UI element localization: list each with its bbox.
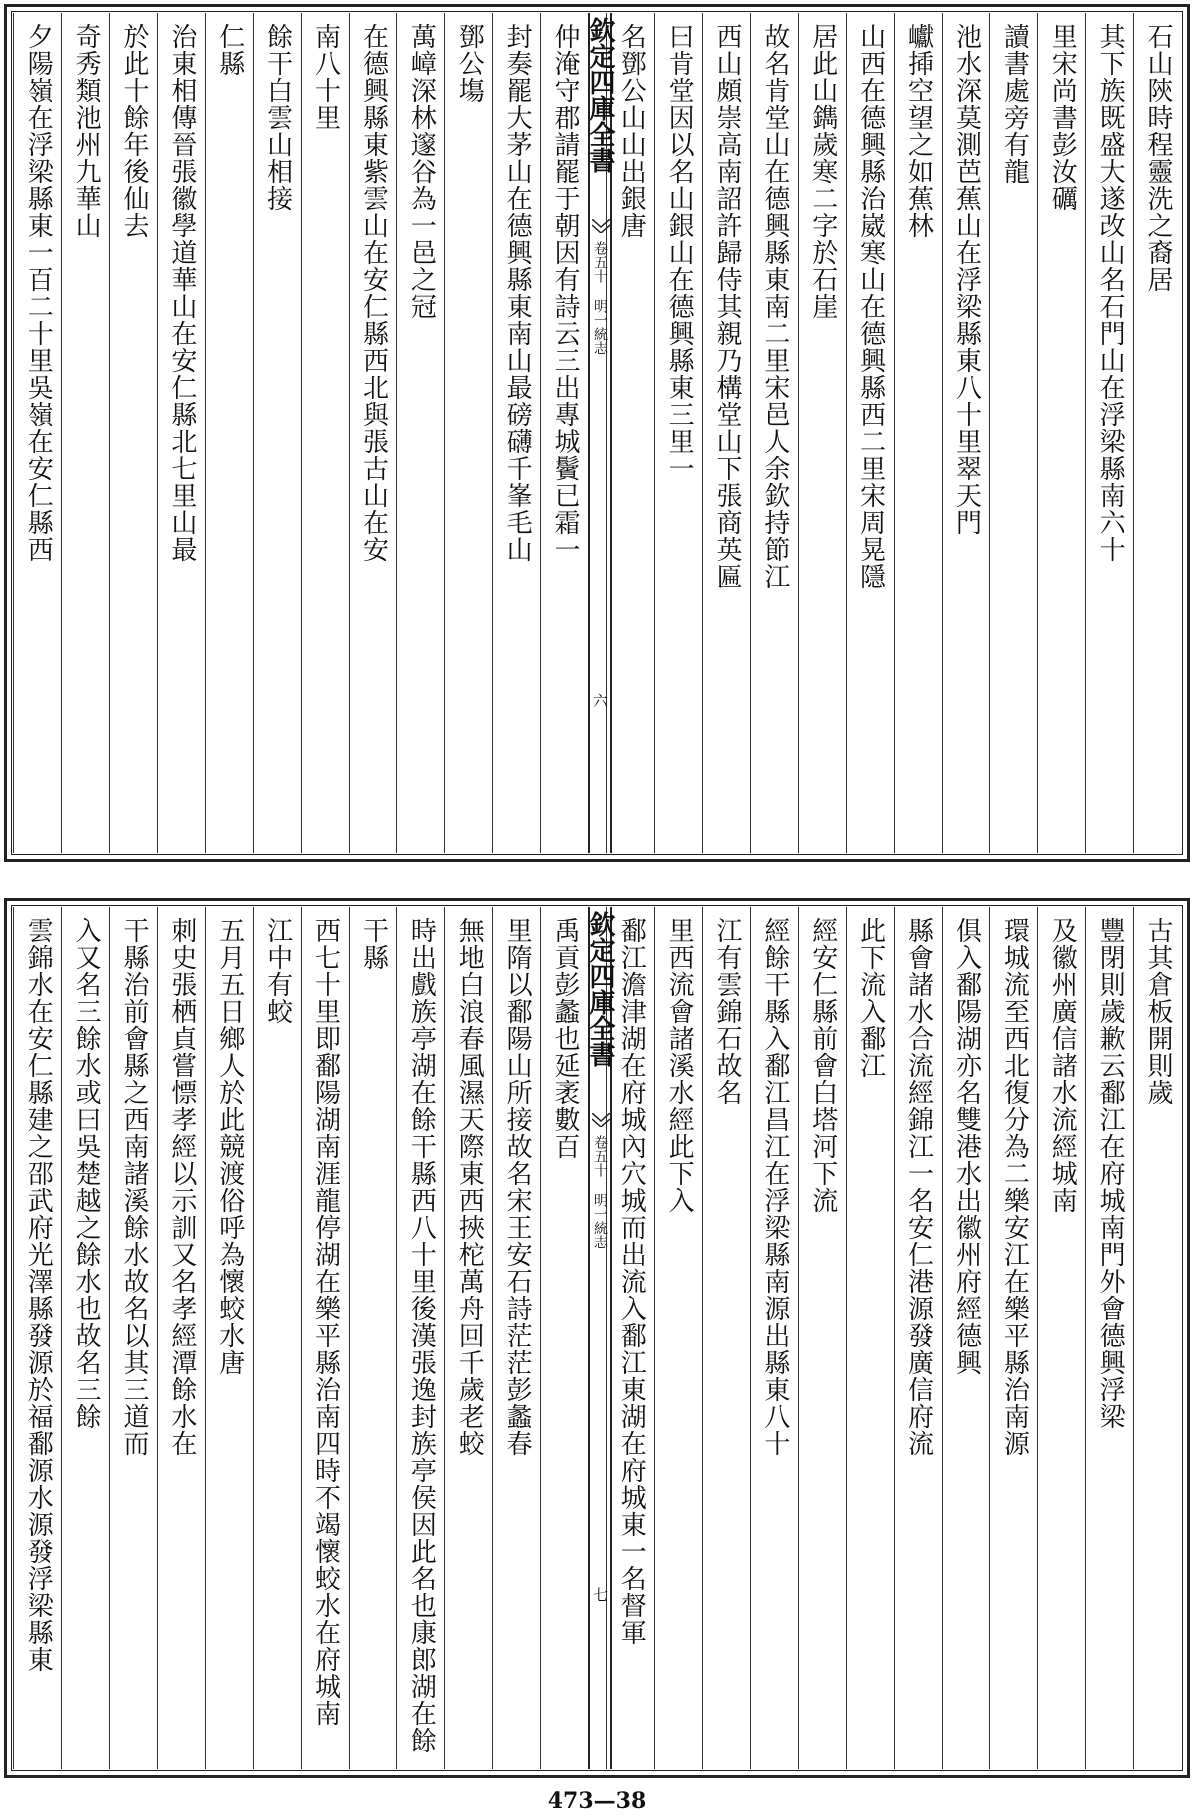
bottom-left-half (13, 907, 588, 1769)
text-column: 里宋尚書彭汝礪 (1037, 13, 1085, 853)
text-column: 巘揷空望之如蕉林 (894, 13, 942, 853)
text-column: 縣會諸水合流經錦江一名安仁港源發廣信府流 (894, 907, 942, 1769)
text-column: 五月五日鄉人於此競渡俗呼為懷蛟水唐 (205, 907, 253, 1769)
text-column: 刺史張栖貞嘗慓孝經以示訓又名孝經潭餘水在 (157, 907, 205, 1769)
bottom-page (4, 898, 1190, 1778)
text-column: 封奏罷大茅山在德興縣東南山最磅礴千峯毛山 (492, 13, 540, 853)
text-column: 環城流至西北復分為二樂安江在樂平縣治南源 (989, 907, 1037, 1769)
text-column: 名鄧公山山出銀唐 (606, 13, 654, 853)
text-column: 里西流會諸溪水經此下入 (654, 907, 702, 1769)
book-title: 欽定四庫全書 (585, 17, 615, 173)
text-column: 江有雲錦石故名 (702, 907, 750, 1769)
text-column: 經安仁縣前會白塔河下流 (798, 907, 846, 1769)
text-column: 曰肯堂因以名山銀山在德興縣東三里一 (654, 13, 702, 853)
text-column: 古其倉板開則歲 (1133, 907, 1181, 1769)
text-column: 此下流入鄱江 (846, 907, 894, 1769)
text-column: 池水深莫測芭蕉山在浮梁縣東八十里翠天門 (942, 13, 990, 853)
top-left-half (13, 13, 588, 853)
text-column: 餘干白雲山相接 (253, 13, 301, 853)
text-column: 治東相傳晉張徽學道華山在安仁縣北七里山最 (157, 13, 205, 853)
bottom-right-half (606, 907, 1181, 1769)
text-column: 萬嶂深林邃谷為一邑之冠 (396, 13, 444, 853)
text-column: 里隋以鄱陽山所接故名宋王安石詩茫茫彭蠡春 (492, 907, 540, 1769)
text-column: 干縣治前會縣之西南諸溪餘水故名以其三道而 (109, 907, 157, 1769)
text-column: 於此十餘年後仙去 (109, 13, 157, 853)
leaf-number: 七 (591, 1587, 609, 1602)
vol-title: 明一統志 (592, 299, 608, 355)
text-column: 干縣 (349, 907, 397, 1769)
juan-label: 卷五十 (592, 241, 608, 283)
book-title: 欽定四庫全書 (585, 911, 615, 1067)
vol-title: 明一統志 (592, 1193, 608, 1249)
text-column: 豐閉則歲歉云鄱江在府城南門外會德興浮梁 (1085, 907, 1133, 1769)
footer-page-number: 473—38 (547, 1788, 647, 1814)
text-column: 仲淹守郡請罷于朝因有詩云三出專城鬢已霜一 (540, 13, 588, 853)
text-column: 讀書處旁有龍 (989, 13, 1037, 853)
text-column: 仁縣 (205, 13, 253, 853)
text-column: 故名肯堂山在德興縣東南二里宋邑人余欽持節江 (750, 13, 798, 853)
text-column: 江中有蛟 (253, 907, 301, 1769)
fish-tail-mark-icon (592, 1113, 610, 1127)
text-column: 夕陽嶺在浮梁縣東一百二十里吳嶺在安仁縣西 (13, 13, 61, 853)
top-center-strip (585, 13, 615, 853)
text-column: 時出戲族亭湖在餘干縣西八十里後漢張逸封族亭侯因此名也康郎湖在餘 (396, 907, 444, 1769)
volume-label (590, 1135, 610, 1249)
fish-tail-mark-icon (592, 219, 610, 233)
leaf-number: 六 (591, 693, 609, 708)
text-column: 石山陝時程靈洗之裔居 (1133, 13, 1181, 853)
top-right-half (606, 13, 1181, 853)
text-column: 禹貢彭蠡也延袤數百 (540, 907, 588, 1769)
text-column: 南八十里 (301, 13, 349, 853)
text-column: 西山頗崇高南詔許歸侍其親乃構堂山下張商英匾 (702, 13, 750, 853)
text-column: 雲錦水在安仁縣建之邵武府光澤縣發源於福鄱源水源發浮梁縣東 (13, 907, 61, 1769)
volume-label (590, 241, 610, 355)
text-column: 其下族既盛大遂改山名石門山在浮梁縣南六十 (1085, 13, 1133, 853)
text-column: 經餘干縣入鄱江昌江在浮梁縣南源出縣東八十 (750, 907, 798, 1769)
juan-label: 卷五十 (592, 1135, 608, 1177)
text-column: 無地白浪春風濕天際東西挾柁萬舟回千歲老蛟 (444, 907, 492, 1769)
text-column: 山西在德興縣治崴寒山在德興縣西二里宋周晃隱 (846, 13, 894, 853)
text-column: 居此山鐫歲寒二字於石崖 (798, 13, 846, 853)
bottom-center-strip (585, 907, 615, 1769)
top-page (4, 4, 1190, 862)
text-column: 鄱江澹津湖在府城內穴城而出流入鄱江東湖在府城東一名督軍 (606, 907, 654, 1769)
text-column: 奇秀類池州九華山 (61, 13, 109, 853)
text-column: 西七十里即鄱陽湖南涯龍停湖在樂平縣治南四時不竭懷蛟水在府城南 (301, 907, 349, 1769)
text-column: 鄧公塲 (444, 13, 492, 853)
text-column: 入又名三餘水或曰吳楚越之餘水也故名三餘 (61, 907, 109, 1769)
text-column: 俱入鄱陽湖亦名雙港水出徽州府經德興 (942, 907, 990, 1769)
text-column: 在德興縣東紫雲山在安仁縣西北與張古山在安 (349, 13, 397, 853)
text-column: 及徽州廣信諸水流經城南 (1037, 907, 1085, 1769)
